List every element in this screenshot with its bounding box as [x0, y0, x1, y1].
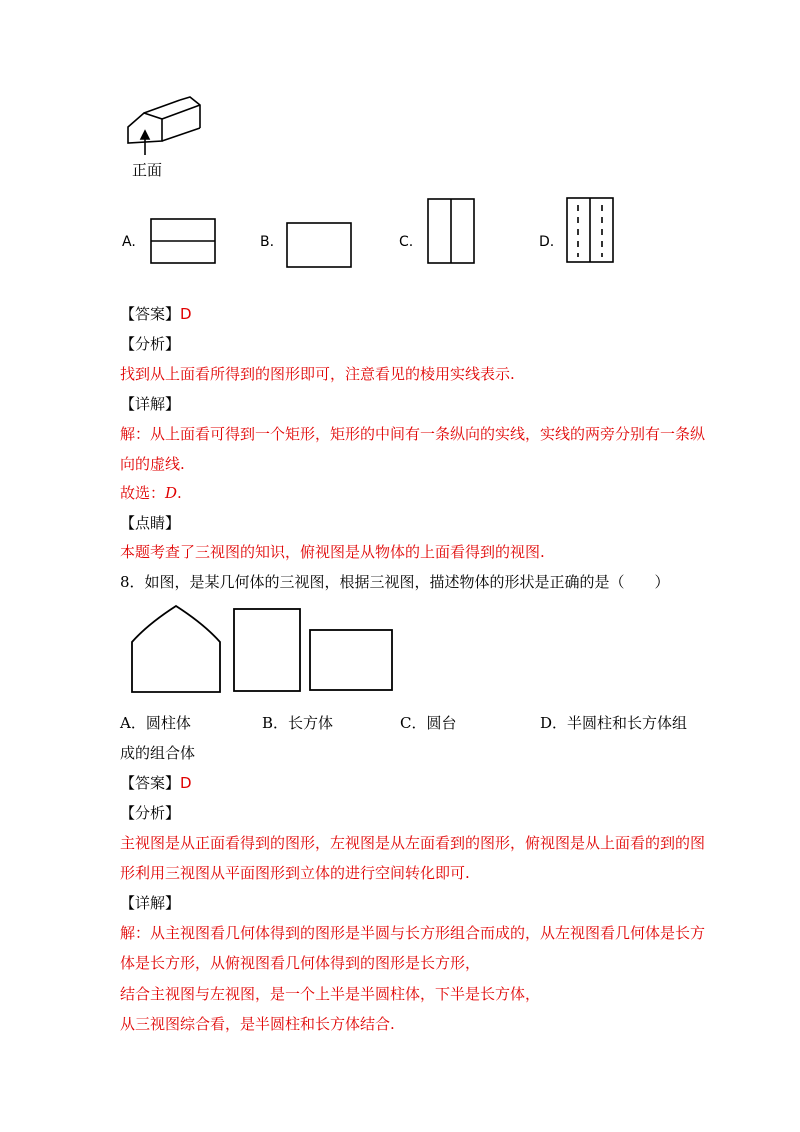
q8-answer-tag: 【答案】: [120, 774, 181, 792]
q7-answer-tag: 【答案】: [120, 305, 181, 323]
q8-answer-line: [120, 773, 192, 793]
q8-detail-line-2: 体是长方形，从俯视图看几何体得到的图形是长方形，: [120, 954, 481, 972]
q7-detail-line-1: 解：从上面看可得到一个矩形，矩形的中间有一条纵向的实线，实线的两旁分别有一条纵: [120, 425, 706, 443]
q8-option-c: C．圆台: [400, 714, 457, 732]
q8-detail-line-1: 解：从主视图看几何体得到的图形是半圆与长方形组合而成的，从左视图看几何体是长方: [120, 924, 706, 942]
q7-choose-line: [120, 483, 182, 503]
q8-front-view: [130, 604, 222, 694]
option-c-label: C.: [399, 234, 414, 250]
q7-detail-line-2: 向的虚线.: [120, 455, 185, 473]
q8-detail-line-3: 结合主视图与左视图，是一个上半是半圆柱体，下半是长方体，: [120, 985, 541, 1003]
q8-option-d-cont: 成的组合体: [120, 744, 196, 762]
option-d-figure: [566, 197, 614, 263]
q8-option-b: B．长方体: [262, 714, 334, 732]
option-a-label: A.: [122, 234, 136, 250]
q8-analysis-tag: 【分析】: [120, 804, 181, 822]
q8-analysis-line-2: 形利用三视图从平面图形到立体的进行空间转化即可.: [120, 864, 470, 882]
q7-answer-line: [120, 304, 192, 324]
option-c-figure: [427, 198, 475, 264]
q8-question: 8．如图，是某几何体的三视图，根据三视图，描述物体的形状是正确的是（ ）: [120, 573, 670, 591]
q8-detail-tag: 【详解】: [120, 894, 181, 912]
q8-answer-value: D: [180, 774, 192, 792]
q8-top-view: [309, 629, 393, 691]
q7-choose-suffix: .: [177, 484, 182, 502]
q7-answer-value: D: [180, 305, 192, 323]
q7-choose-prefix: 故选：: [120, 484, 166, 502]
q8-side-view: [233, 608, 301, 692]
q8-detail-line-4: 从三视图综合看，是半圆柱和长方体结合.: [120, 1015, 395, 1033]
q7-comment-tag: 【点睛】: [120, 514, 181, 532]
q7-analysis-text: 找到从上面看所得到的图形即可，注意看见的棱用实线表示.: [120, 365, 515, 383]
prism-figure: [120, 95, 210, 155]
q7-choose-value: D: [165, 484, 178, 502]
q8-analysis-line-1: 主视图是从正面看得到的图形，左视图是从左面看到的图形，俯视图是从上面看的到的图: [120, 834, 706, 852]
q7-analysis-tag: 【分析】: [120, 335, 181, 353]
q8-option-d: D．半圆柱和长方体组: [540, 714, 688, 732]
q7-comment-text: 本题考查了三视图的知识，俯视图是从物体的上面看得到的视图.: [120, 543, 545, 561]
option-a-figure: [150, 218, 216, 264]
front-label: 正面: [132, 161, 163, 179]
q7-detail-tag: 【详解】: [120, 395, 181, 413]
option-b-label: B.: [260, 234, 275, 250]
option-d-label: D.: [539, 234, 555, 250]
option-b-figure: [286, 222, 352, 268]
q8-option-a: A．圆柱体: [120, 714, 191, 732]
